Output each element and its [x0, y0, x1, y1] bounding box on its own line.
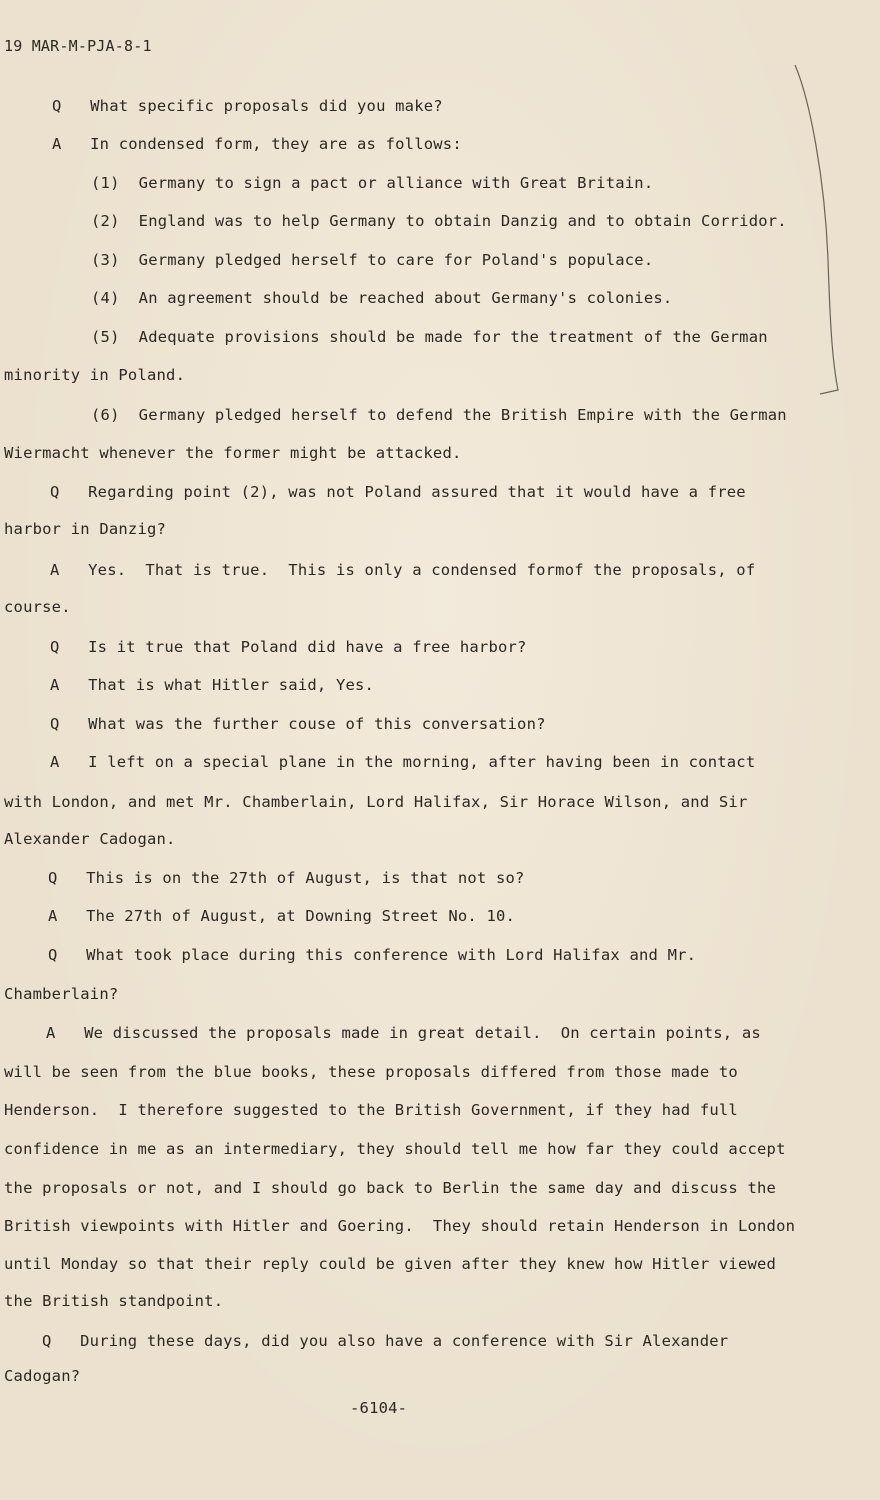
question-line: Q Regarding point (2), was not Poland assured that it would have a free — [50, 483, 746, 501]
proposal-item: (4) An agreement should be reached about Germany's colonies. — [91, 289, 673, 307]
question-line: Q This is on the 27th of August, is that not so? — [48, 869, 525, 887]
text-line: Cadogan? — [4, 1367, 81, 1385]
answer-line: A We discussed the proposals made in great detail. On certain points, as — [46, 1024, 761, 1042]
text-line: harbor in Danzig? — [4, 520, 167, 538]
text-line: British viewpoints with Hitler and Goering. They should retain Henderson in London — [4, 1217, 796, 1235]
text-line: course. — [4, 598, 71, 616]
text-line: with London, and met Mr. Chamberlain, Lord Halifax, Sir Horace Wilson, and Sir — [4, 793, 748, 811]
question-line: Q What specific proposals did you make? — [52, 97, 443, 115]
proposal-item: (3) Germany pledged herself to care for Poland's populace. — [91, 251, 654, 269]
text-line: Chamberlain? — [4, 985, 119, 1003]
text-line: Alexander Cadogan. — [4, 830, 176, 848]
text-line: Henderson. I therefore suggested to the British Government, if they had full — [4, 1101, 738, 1119]
answer-line: A That is what Hitler said, Yes. — [50, 676, 375, 694]
question-line: Q What took place during this conference with Lord Halifax and Mr. — [48, 946, 697, 964]
question-line: Q During these days, did you also have a conference with Sir Alexander — [42, 1332, 729, 1350]
text-line: will be seen from the blue books, these proposals differed from those made to — [4, 1063, 738, 1081]
text-line: confidence in me as an intermediary, they should tell me how far they could accept — [4, 1140, 786, 1158]
proposal-item: (2) England was to help Germany to obtain Danzig and to obtain Corridor. — [91, 212, 787, 230]
text-line: minority in Poland. — [4, 366, 186, 384]
answer-line: A In condensed form, they are as follows: — [52, 135, 462, 153]
proposal-item: (6) Germany pledged herself to defend the British Empire with the German — [91, 406, 787, 424]
text-line: Wiermacht whenever the former might be attacked. — [4, 444, 462, 462]
text-line: until Monday so that their reply could be given after they knew how Hitler viewed — [4, 1255, 777, 1273]
document-header: 19 MAR-M-PJA-8-1 — [4, 37, 152, 55]
answer-line: A I left on a special plane in the morning, after having been in contact — [50, 753, 756, 771]
answer-line: A The 27th of August, at Downing Street No. 10. — [48, 907, 516, 925]
proposal-item: (1) Germany to sign a pact or alliance with Great Britain. — [91, 174, 654, 192]
question-line: Q What was the further couse of this conversation? — [50, 715, 546, 733]
text-line: the British standpoint. — [4, 1292, 224, 1310]
text-line: the proposals or not, and I should go back to Berlin the same day and discuss the — [4, 1179, 777, 1197]
proposal-item: (5) Adequate provisions should be made for the treatment of the German — [91, 328, 768, 346]
page-number: -6104- — [350, 1399, 408, 1417]
question-line: Q Is it true that Poland did have a free harbor? — [50, 638, 527, 656]
answer-line: A Yes. That is true. This is only a condensed formof the proposals, of — [50, 561, 756, 579]
margin-bracket-mark — [790, 60, 850, 400]
